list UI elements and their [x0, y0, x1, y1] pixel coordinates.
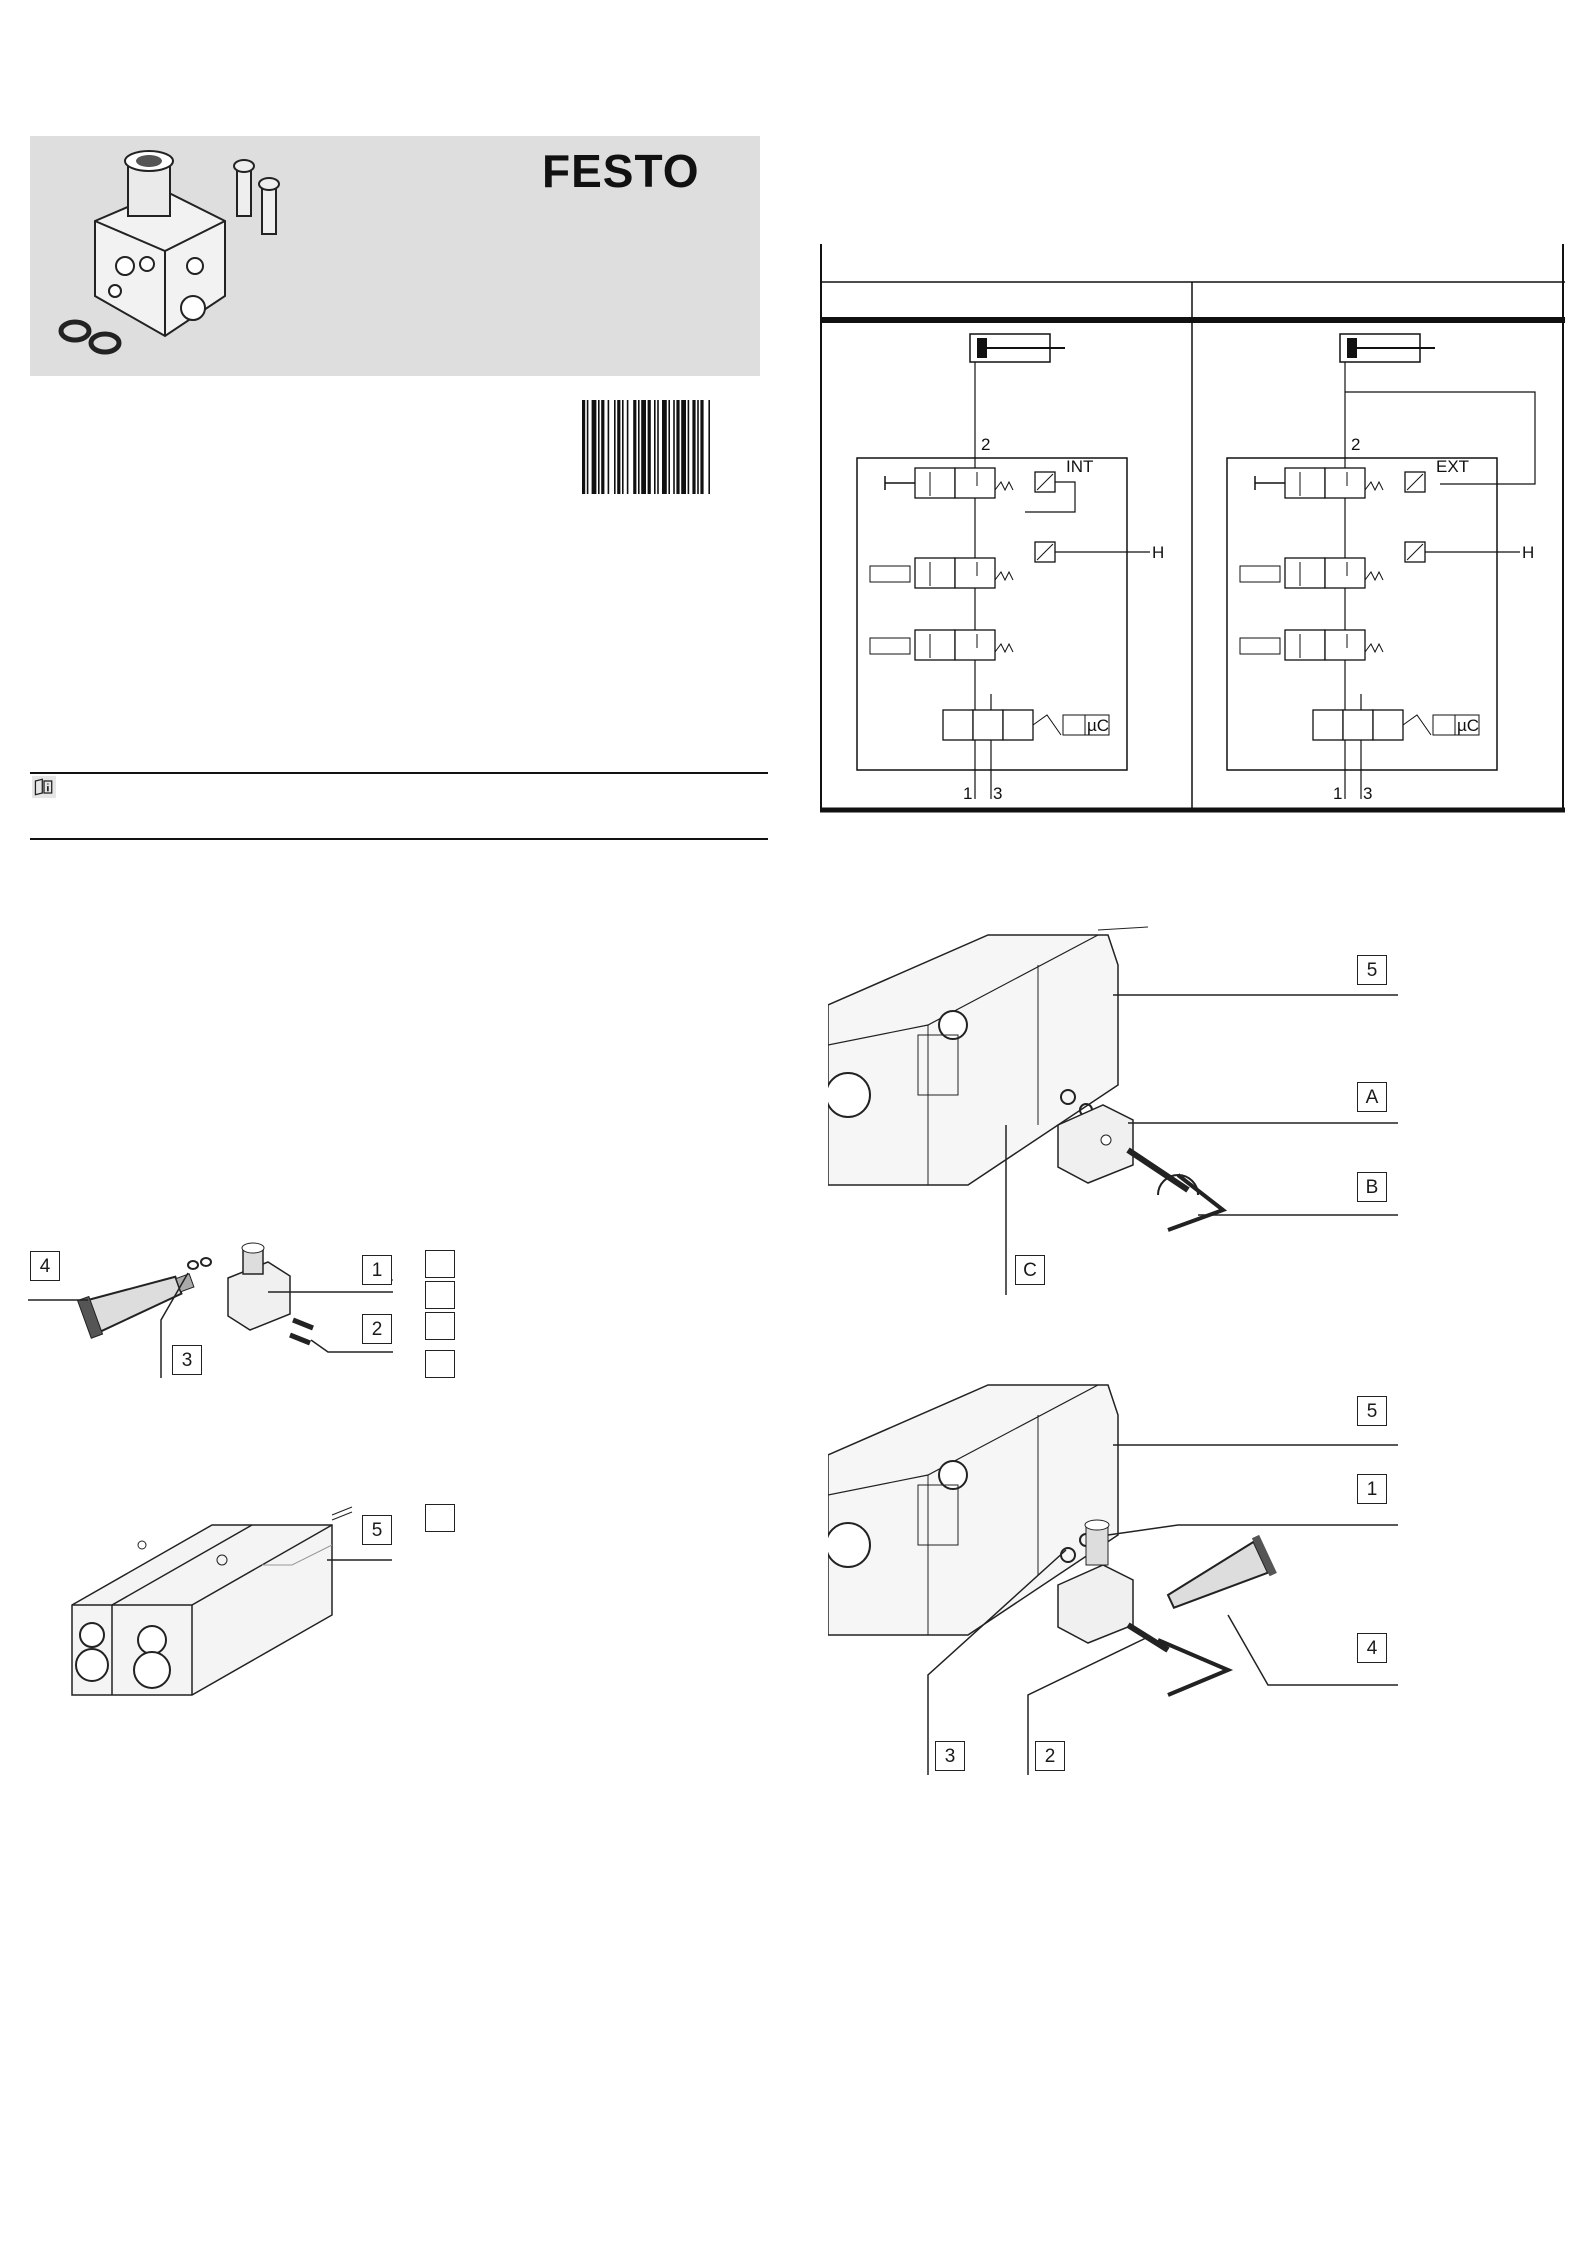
callout-5-a: 5: [1357, 955, 1387, 985]
checkbox-1[interactable]: [425, 1250, 455, 1278]
port-2-label: 2: [1351, 435, 1361, 454]
port-2-label: 2: [981, 435, 991, 454]
port-1-label: 1: [1333, 784, 1343, 803]
section-rule-top: [30, 772, 768, 774]
checkbox-4[interactable]: [425, 1350, 455, 1378]
controller-label: µC: [1457, 716, 1480, 735]
checkbox-3[interactable]: [425, 1312, 455, 1340]
callout-5-b: 5: [1357, 1396, 1387, 1426]
checkbox-2[interactable]: [425, 1281, 455, 1309]
callout-A: A: [1357, 1082, 1387, 1112]
callout-2: 2: [362, 1314, 392, 1344]
mode-label: INT: [1066, 457, 1094, 476]
mounting-illustration-b: [828, 1375, 1408, 1775]
callout-1-b: 1: [1357, 1474, 1387, 1504]
checkbox-5[interactable]: [425, 1504, 455, 1532]
callout-1: 1: [362, 1255, 392, 1285]
port-3-label: 3: [993, 784, 1003, 803]
festo-logo: FESTO: [542, 145, 700, 197]
controller-label: µC: [1087, 716, 1110, 735]
mounting-illustration-a: [828, 925, 1408, 1295]
product-image: [55, 146, 315, 371]
callout-3: 3: [172, 1345, 202, 1375]
port-1-label: 1: [963, 784, 973, 803]
parts-illustration: [28, 1240, 468, 1400]
port-h-label: H: [1522, 543, 1535, 562]
callout-B: B: [1357, 1172, 1387, 1202]
section-rule-bottom: [30, 838, 768, 840]
callout-C: C: [1015, 1255, 1045, 1285]
port-3-label: 3: [1363, 784, 1373, 803]
circuit-diagram-table: [820, 244, 1565, 814]
barcode-icon: [580, 400, 750, 496]
port-h-label: H: [1152, 543, 1165, 562]
callout-3-b: 3: [935, 1741, 965, 1771]
manual-info-icon: [32, 775, 56, 799]
callout-5-valve: 5: [362, 1515, 392, 1545]
callout-2-b: 2: [1035, 1741, 1065, 1771]
valve-illustration: [62, 1505, 402, 1735]
mode-label: EXT: [1436, 457, 1470, 476]
callout-4: 4: [30, 1251, 60, 1281]
callout-4-b: 4: [1357, 1633, 1387, 1663]
